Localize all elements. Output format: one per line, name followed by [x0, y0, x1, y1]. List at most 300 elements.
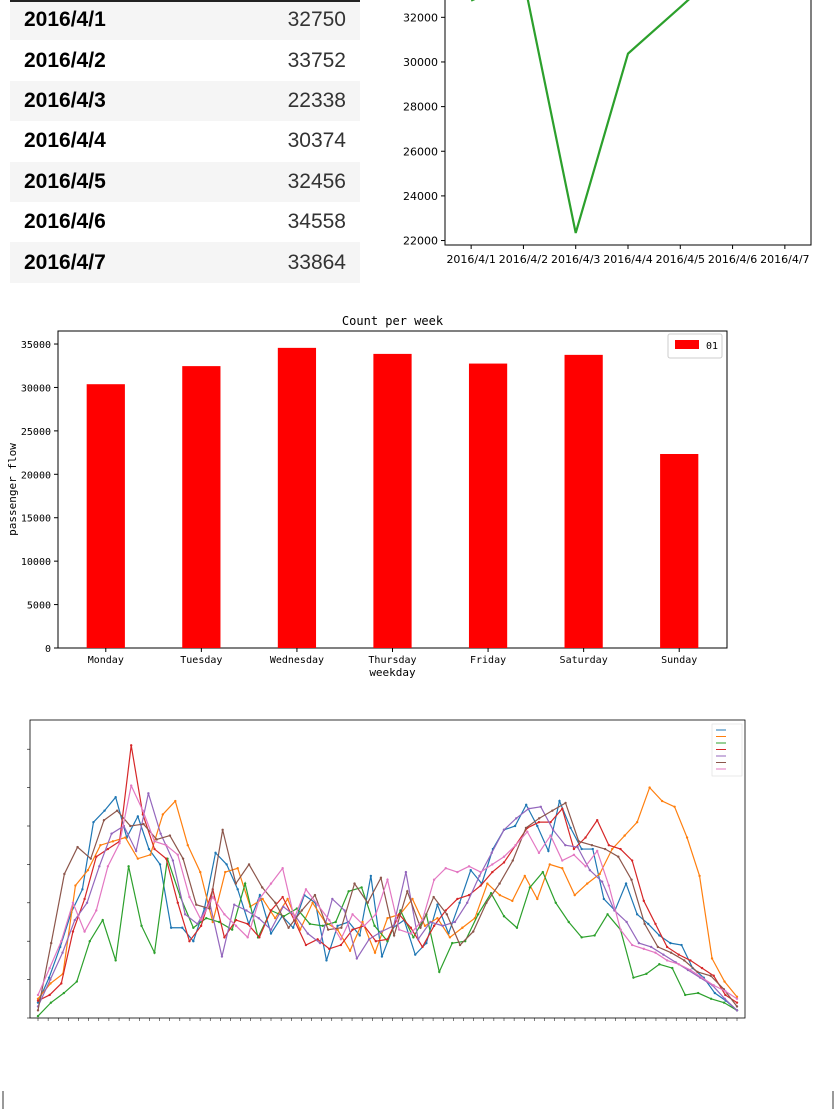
series-point: [410, 927, 412, 929]
series-point: [410, 932, 412, 934]
series-point: [661, 800, 663, 802]
series-point: [60, 982, 62, 984]
series-point: [116, 809, 118, 811]
series-point: [723, 980, 725, 982]
legend: [712, 724, 742, 776]
series-point: [643, 900, 645, 902]
series-point: [363, 925, 365, 927]
series-point: [356, 957, 358, 959]
series-point: [433, 925, 435, 927]
row-count: 33752: [287, 48, 346, 72]
series-point: [381, 955, 383, 957]
series-point: [200, 919, 202, 921]
series-point: [499, 894, 501, 896]
series-point: [606, 913, 608, 915]
series-point: [405, 871, 407, 873]
series-point: [540, 806, 542, 808]
series-point: [516, 927, 518, 929]
series-point: [37, 1009, 39, 1011]
series-point: [76, 980, 78, 982]
series-point: [247, 923, 249, 925]
series-point: [87, 869, 89, 871]
series-point: [611, 848, 613, 850]
series-point: [569, 827, 571, 829]
series-point: [631, 859, 633, 861]
series-point: [72, 930, 74, 932]
table-row: [10, 242, 360, 282]
series-point: [142, 809, 144, 811]
series-point: [331, 898, 333, 900]
series-point: [103, 819, 105, 821]
series-point: [359, 934, 361, 936]
series-point: [574, 894, 576, 896]
series-point: [237, 888, 239, 890]
series-point: [386, 879, 388, 881]
series-point: [224, 871, 226, 873]
series-point: [309, 923, 311, 925]
series-point: [684, 994, 686, 996]
series-point: [142, 823, 144, 825]
series-point: [608, 884, 610, 886]
table-row: [10, 40, 360, 80]
series-point: [503, 915, 505, 917]
legend-swatch: [675, 340, 699, 349]
y-tick-label: 22000: [403, 234, 438, 248]
series-point: [281, 867, 283, 869]
series-point: [461, 927, 463, 929]
series-point: [551, 809, 553, 811]
series-point: [723, 1001, 725, 1003]
series-point: [648, 786, 650, 788]
series-point: [258, 898, 260, 900]
table-row: [10, 202, 360, 242]
series-point: [231, 928, 233, 930]
series-point: [50, 942, 52, 944]
series-point: [421, 919, 423, 921]
y-tick-label: 30000: [403, 55, 438, 69]
series-point: [536, 825, 538, 827]
series-point: [373, 925, 375, 927]
series-point: [698, 875, 700, 877]
y-tick-label: 25000: [20, 426, 51, 438]
series-point: [617, 856, 619, 858]
series-point: [458, 902, 460, 904]
series-point: [647, 923, 649, 925]
series-point: [140, 925, 142, 927]
series-point: [592, 848, 594, 850]
series-point: [654, 952, 656, 954]
series-point: [485, 902, 487, 904]
series-point: [375, 940, 377, 942]
series-point: [159, 863, 161, 865]
table-top-rule: [10, 0, 360, 2]
series-point: [638, 942, 640, 944]
series-point: [625, 921, 627, 923]
series-point: [561, 808, 563, 810]
table-row: [10, 81, 360, 121]
series-point: [205, 917, 207, 919]
x-tick-label: 2016/4/1: [446, 253, 496, 266]
series-point: [48, 967, 50, 969]
series-point: [162, 813, 164, 815]
series-point: [643, 948, 645, 950]
series-point: [697, 992, 699, 994]
series-point: [370, 875, 372, 877]
series-point: [654, 923, 656, 925]
series-point: [498, 882, 500, 884]
series-point: [258, 936, 260, 938]
series-point: [480, 884, 482, 886]
y-tick-label: 24000: [403, 189, 438, 203]
series-point: [89, 940, 91, 942]
series-point: [244, 882, 246, 884]
series-point: [95, 909, 97, 911]
series-point: [643, 923, 645, 925]
series-point: [327, 928, 329, 930]
series-point: [596, 850, 598, 852]
series-point: [657, 946, 659, 948]
series-point: [578, 840, 580, 842]
series-point: [666, 959, 668, 961]
table-row: [10, 121, 360, 161]
series-point: [49, 982, 51, 984]
series-point: [514, 825, 516, 827]
series-point: [392, 925, 394, 927]
series-point: [596, 819, 598, 821]
series-point: [50, 1001, 52, 1003]
series-point: [529, 886, 531, 888]
series-point: [286, 898, 288, 900]
x-tick-label: Wednesday: [269, 655, 325, 666]
series-point: [292, 927, 294, 929]
x-tick-label: 2016/4/2: [498, 253, 549, 266]
series-point: [349, 950, 351, 952]
bar: [660, 454, 698, 648]
series-point: [670, 952, 672, 954]
series-point: [130, 744, 132, 746]
series-point: [223, 913, 225, 915]
series-point: [736, 1009, 738, 1011]
series-point: [214, 852, 216, 854]
series-point: [353, 882, 355, 884]
series-point: [701, 976, 703, 978]
series-point: [438, 971, 440, 973]
series-point: [258, 917, 260, 919]
series-point: [328, 948, 330, 950]
series-point: [340, 944, 342, 946]
series-point: [619, 928, 621, 930]
series-point: [564, 802, 566, 804]
series-point: [525, 804, 527, 806]
series-point: [666, 946, 668, 948]
y-tick-label: 28000: [403, 100, 438, 114]
series-point: [165, 857, 167, 859]
series-point: [127, 865, 129, 867]
series-point: [503, 829, 505, 831]
y-axis-label: passenger flow: [6, 443, 19, 536]
row-date: 2016/4/5: [24, 169, 106, 193]
series-point: [81, 888, 83, 890]
row-date: 2016/4/4: [24, 129, 106, 153]
series-point: [187, 844, 189, 846]
series-point: [149, 854, 151, 856]
series-point: [619, 848, 621, 850]
series-point: [591, 844, 593, 846]
bar: [373, 354, 411, 648]
series-point: [307, 932, 309, 934]
series-point: [155, 838, 157, 840]
series-point: [102, 919, 104, 921]
row-count: 33864: [287, 250, 346, 274]
series-point: [63, 873, 65, 875]
series-point: [678, 963, 680, 965]
series-point: [736, 998, 738, 1000]
series-point: [188, 940, 190, 942]
series-point: [305, 888, 307, 890]
series-point: [549, 834, 551, 836]
series-point: [580, 936, 582, 938]
series-point: [192, 927, 194, 929]
series-line: [38, 745, 737, 1002]
series-point: [99, 844, 101, 846]
bar: [469, 364, 507, 648]
series-point: [451, 942, 453, 944]
series-point: [261, 898, 263, 900]
series-point: [49, 978, 51, 980]
series-point: [491, 852, 493, 854]
series-point: [589, 869, 591, 871]
series-point: [92, 821, 94, 823]
series-point: [736, 1005, 738, 1007]
row-date: 2016/4/1: [24, 8, 106, 32]
series-point: [114, 796, 116, 798]
series-point: [72, 902, 74, 904]
series-point: [233, 904, 235, 906]
series-point: [555, 902, 557, 904]
series-point: [580, 848, 582, 850]
series-point: [542, 871, 544, 873]
series-point: [181, 927, 183, 929]
series-point: [293, 917, 295, 919]
x-tick-label: 2016/4/3: [551, 253, 601, 266]
series-point: [449, 936, 451, 938]
series-point: [188, 896, 190, 898]
series-point: [212, 896, 214, 898]
series-point: [424, 925, 426, 927]
series-point: [689, 959, 691, 961]
series-point: [98, 865, 100, 867]
series-point: [319, 942, 321, 944]
series-point: [223, 936, 225, 938]
series-point: [130, 784, 132, 786]
hourly-multi-line-chart: [0, 710, 836, 1055]
series-point: [441, 925, 443, 927]
series-point: [172, 859, 174, 861]
series-point: [538, 817, 540, 819]
series-point: [274, 902, 276, 904]
series-point: [380, 877, 382, 879]
series-point: [343, 909, 345, 911]
series-point: [456, 898, 458, 900]
series-point: [446, 913, 448, 915]
series-point: [470, 869, 472, 871]
series-point: [478, 875, 480, 877]
series-point: [558, 800, 560, 802]
series-point: [714, 992, 716, 994]
table-body: [10, 0, 360, 283]
series-point: [335, 921, 337, 923]
series-point: [221, 955, 223, 957]
series-point: [573, 854, 575, 856]
legend: [668, 334, 722, 358]
series-point: [503, 861, 505, 863]
series-point: [525, 827, 527, 829]
series-point: [37, 1015, 39, 1017]
series-point: [683, 959, 685, 961]
series-point: [301, 909, 303, 911]
series-point: [74, 919, 76, 921]
series-point: [709, 975, 711, 977]
row-date: 2016/4/3: [24, 88, 106, 112]
series-point: [61, 952, 63, 954]
series-point: [281, 896, 283, 898]
series-point: [524, 875, 526, 877]
series-point: [696, 971, 698, 973]
row-date: 2016/4/2: [24, 48, 106, 72]
series-point: [153, 848, 155, 850]
bar: [278, 348, 316, 648]
series-point: [414, 953, 416, 955]
series-point: [561, 859, 563, 861]
series-point: [671, 967, 673, 969]
series-point: [669, 942, 671, 944]
series-point: [159, 832, 161, 834]
series-point: [466, 902, 468, 904]
series-point: [631, 944, 633, 946]
series-point: [658, 934, 660, 936]
series-point: [736, 1001, 738, 1003]
series-point: [433, 879, 435, 881]
series-point: [118, 842, 120, 844]
row-count: 32456: [287, 169, 346, 193]
series-point: [511, 900, 513, 902]
series-point: [195, 904, 197, 906]
series-point: [124, 836, 126, 838]
series-point: [673, 806, 675, 808]
series-point: [107, 848, 109, 850]
series-point: [432, 896, 434, 898]
series-point: [336, 925, 338, 927]
series-point: [170, 927, 172, 929]
y-tick-label: 35000: [20, 340, 51, 352]
series-point: [374, 952, 376, 954]
series-point: [174, 800, 176, 802]
series-point: [386, 938, 388, 940]
series-point: [406, 890, 408, 892]
series-point: [472, 930, 474, 932]
series-point: [247, 936, 249, 938]
y-tick-label: 0: [44, 644, 51, 655]
x-tick-label: 2016/4/7: [760, 253, 810, 266]
daily-count-table: [10, 0, 360, 283]
series-point: [148, 848, 150, 850]
series-point: [208, 907, 210, 909]
series-point: [325, 959, 327, 961]
series-point: [196, 923, 198, 925]
series-point: [199, 871, 201, 873]
series-point: [724, 998, 726, 1000]
series-point: [724, 994, 726, 996]
series-point: [37, 994, 39, 996]
series-point: [177, 854, 179, 856]
series-point: [137, 815, 139, 817]
x-tick-label: 2016/4/5: [655, 253, 705, 266]
series-point: [552, 829, 554, 831]
series-line: [38, 797, 737, 1010]
series-point: [429, 921, 431, 923]
series-point: [311, 902, 313, 904]
series-point: [386, 917, 388, 919]
y-tick-label: 30000: [20, 383, 51, 395]
series-point: [650, 946, 652, 948]
series-point: [486, 882, 488, 884]
series-point: [398, 928, 400, 930]
series-point: [235, 919, 237, 921]
series-point: [316, 904, 318, 906]
series-point: [112, 840, 114, 842]
series-point: [636, 821, 638, 823]
series-point: [137, 857, 139, 859]
row-count: 32750: [287, 8, 346, 32]
series-point: [456, 871, 458, 873]
series-point: [107, 865, 109, 867]
series-point: [454, 921, 456, 923]
x-tick-label: Sunday: [661, 655, 698, 666]
series-point: [90, 857, 92, 859]
y-tick-label: 20000: [20, 470, 51, 482]
series-point: [512, 859, 514, 861]
bar: [87, 384, 125, 648]
series-point: [83, 930, 85, 932]
y-tick-label: 26000: [403, 145, 438, 159]
table-row: [10, 0, 360, 40]
series-point: [169, 834, 171, 836]
series-point: [147, 792, 149, 794]
series-point: [491, 871, 493, 873]
series-point: [37, 1000, 39, 1002]
series-point: [282, 905, 284, 907]
series-point: [63, 992, 65, 994]
series-point: [436, 917, 438, 919]
series-point: [165, 844, 167, 846]
series-point: [515, 817, 517, 819]
series-point: [417, 938, 419, 940]
chart-title: Count per week: [341, 314, 444, 328]
daily-line-chart: [380, 0, 836, 285]
series-line: [38, 803, 737, 1010]
series-point: [584, 836, 586, 838]
series-point: [645, 973, 647, 975]
frame-mark-right: [832, 1091, 834, 1109]
series-point: [287, 927, 289, 929]
series-point: [340, 927, 342, 929]
series-point: [662, 953, 664, 955]
series-point: [686, 836, 688, 838]
series-point: [547, 850, 549, 852]
series-point: [411, 898, 413, 900]
series-point: [658, 963, 660, 965]
series-point: [95, 856, 97, 858]
